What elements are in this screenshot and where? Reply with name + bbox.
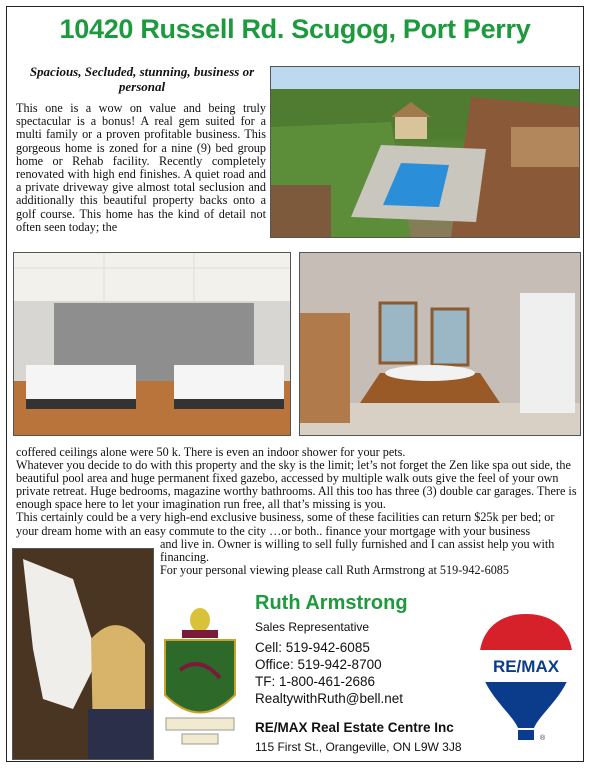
pool-photo bbox=[270, 66, 580, 238]
intro-paragraph: This one is a wow on value and being truly spectacular is a bonus! A real gem suited for a multi family or a proven profitable business. This gorgeous home is zoned for a nine (9) bed group home or Rehab facility. Recently completely renovated with high end finishes. A quiet road and a private driveway give almost total seclusion and additionally this beautiful property backs onto a golf course. This home has the kind of detail not often seen today; the bbox=[16, 101, 266, 234]
armstrong-farm-crest bbox=[160, 600, 240, 748]
details-paragraphs bbox=[16, 446, 578, 538]
closing-line: For your personal viewing please call Ruth Armstrong at 519-942-6085 bbox=[160, 563, 509, 578]
page-title: 10420 Russell Rd. Scugog, Port Perry bbox=[59, 14, 531, 44]
brokerage-name: RE/MAX Real Estate Centre Inc bbox=[255, 720, 454, 735]
agent-name: Ruth Armstrong bbox=[255, 592, 408, 614]
remax-logo-text: RE/MAX bbox=[492, 657, 560, 676]
toll-free-phone[interactable]: TF: 1-800-461-2686 bbox=[255, 674, 376, 689]
agent-portrait bbox=[12, 548, 154, 760]
brokerage-address: 115 First St., Orangeville, ON L9W 3J8 bbox=[255, 740, 462, 754]
closing-line: and live in. Owner is willing to sell fully furnished and I can assist help you with financing. bbox=[160, 537, 555, 565]
details-line: Whatever you decide to do with this property and the sky is the limit; let’s not forget the Zen like spa out side, the beautiful pool area and huge permanent fixed gazebo, accessed by multiple walk outs give the feel of your own private retreat. Huge bedrooms, magazine worthy bathrooms. All this too has three (3) double car garages. There is enough space here to let your imagination run free, all that’s missing is you. bbox=[16, 458, 577, 512]
bathroom-photo bbox=[299, 252, 581, 436]
closing-paragraphs bbox=[160, 538, 580, 577]
bedroom-photo bbox=[13, 252, 291, 436]
remax-balloon-logo bbox=[474, 610, 578, 755]
details-line: This certainly could be a very high-end exclusive business, some of these facilities can return $25k per bed; or your dream home with an easy commute to the city …or both.. finance your mortgage with your business bbox=[16, 510, 555, 538]
office-phone[interactable]: Office: 519-942-8700 bbox=[255, 657, 382, 672]
email-link[interactable]: RealtywithRuth@bell.net bbox=[255, 691, 404, 706]
svg-text:®: ® bbox=[540, 735, 546, 742]
tagline: Spacious, Secluded, stunning, business or personal bbox=[29, 64, 255, 94]
details-line: coffered ceilings alone were 50 k. There is even an indoor shower for your pets. bbox=[16, 445, 406, 459]
cell-phone[interactable]: Cell: 519-942-6085 bbox=[255, 640, 370, 655]
agent-title: Sales Representative bbox=[255, 620, 370, 634]
